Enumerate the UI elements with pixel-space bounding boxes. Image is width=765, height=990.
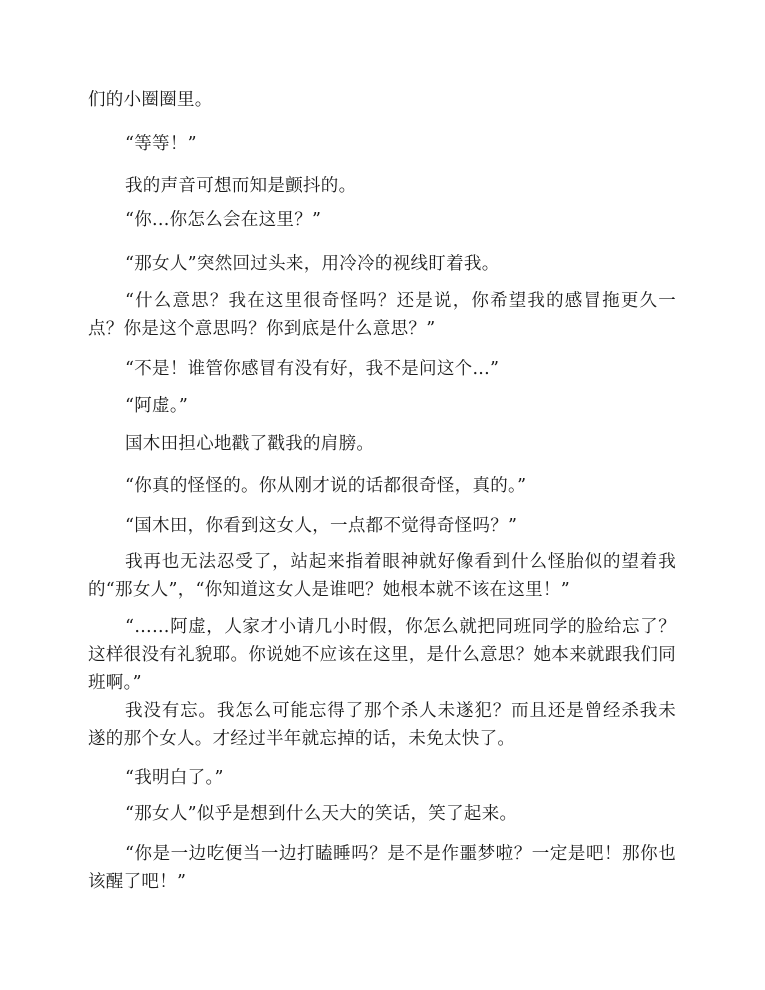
paragraph: “我明白了。” [125, 768, 224, 788]
paragraph: “不是！谁管你感冒有没有好，我不是问这个...” [125, 359, 500, 379]
paragraph: “等等！” [125, 134, 197, 154]
paragraph: “什么意思？我在这里很奇怪吗？还是说，你希望我的感冒拖更久一点？你是这个意思吗？你到底是什么意思？” [88, 291, 676, 339]
paragraph: “……阿虚，人家才小请几小时假，你怎么就把同班同学的脸给忘了？这样很没有礼貌耶。你说她不应该在这里，是什么意思？她本来就跟我们同班啊。” [88, 617, 676, 693]
paragraph: “阿虚。” [125, 396, 189, 416]
paragraph: “那女人”似乎是想到什么天大的笑话，笑了起来。 [125, 804, 518, 824]
paragraph: 我没有忘。我怎么可能忘得了那个杀人未遂犯？而且还是曾经杀我未遂的那个女人。才经过半年就忘掉的话，未免太快了。 [88, 701, 676, 749]
paragraph: “你...你怎么会在这里？” [125, 210, 322, 230]
paragraph: “国木田，你看到这女人，一点都不觉得奇怪吗？” [125, 516, 518, 536]
paragraph: 国木田担心地戳了戳我的肩膀。 [125, 434, 375, 454]
paragraph: 们的小圈圈里。 [88, 90, 213, 110]
paragraph: 我再也无法忍受了，站起来指着眼神就好像看到什么怪胎似的望着我的“那女人”，“你知道这女人是谁吧？她根本就不该在这里！” [88, 552, 676, 600]
paragraph: 我的声音可想而知是颤抖的。 [125, 176, 357, 196]
paragraph: “那女人”突然回过头来，用冷冷的视线盯着我。 [125, 254, 500, 274]
paragraph: “你真的怪怪的。你从刚才说的话都很奇怪，真的。” [125, 476, 527, 496]
paragraph: “你是一边吃便当一边打瞌睡吗？是不是作噩梦啦？一定是吧！那你也该醒了吧！” [88, 844, 676, 892]
